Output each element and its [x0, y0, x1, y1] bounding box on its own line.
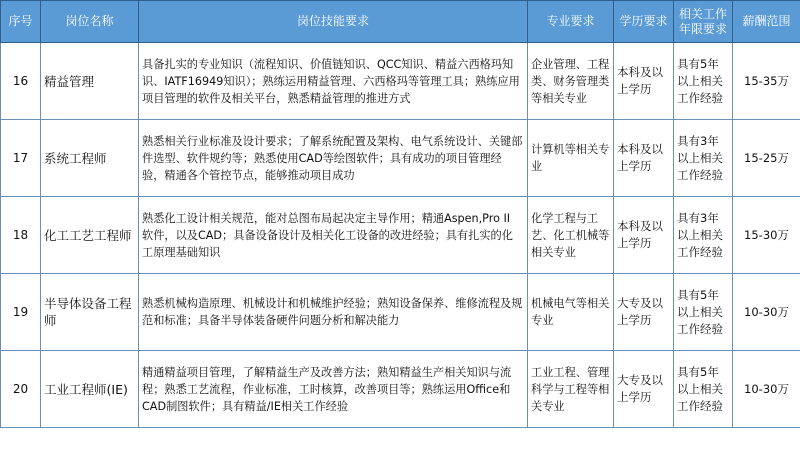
row-experience: 具有3年以上相关工作经验 — [674, 197, 733, 274]
table-row — [1, 120, 800, 197]
row-title: 系统工程师 — [41, 120, 139, 197]
row-no: 18 — [1, 197, 41, 274]
header-title: 岗位名称 — [41, 1, 139, 43]
row-major: 工业工程、管理科学与工程等相关专业 — [528, 351, 614, 428]
header-salary: 薪酬范围 — [733, 1, 800, 43]
table-row — [1, 351, 800, 428]
row-salary: 15-30万 — [733, 197, 800, 274]
row-experience: 具有5年以上相关工作经验 — [674, 351, 733, 428]
row-education: 本科及以上学历 — [614, 120, 674, 197]
row-experience: 具有5年以上相关工作经验 — [674, 274, 733, 351]
table-row — [1, 197, 800, 274]
row-major: 计算机等相关专业 — [528, 120, 614, 197]
row-salary: 10-30万 — [733, 274, 800, 351]
row-experience: 具有3年以上相关工作经验 — [674, 120, 733, 197]
row-skills: 熟悉相关行业标准及设计要求；了解系统配置及架构、电气系统设计、关键部件选型、软件规约等；熟悉使用CAD等绘图软件；具有成功的项目管理经验，精通各个管控节点，能够推动项目成功 — [139, 120, 528, 197]
row-experience: 具有5年以上相关工作经验 — [674, 43, 733, 120]
row-salary: 15-35万 — [733, 43, 800, 120]
row-major: 机械电气等相关专业 — [528, 274, 614, 351]
table-header-row — [1, 1, 800, 43]
row-title: 工业工程师(IE) — [41, 351, 139, 428]
row-no: 17 — [1, 120, 41, 197]
row-no: 16 — [1, 43, 41, 120]
row-skills: 熟悉机械构造原理、机械设计和机械维护经验；熟知设备保养、维修流程及规范和标准；具备半导体装备硬件问题分析和解决能力 — [139, 274, 528, 351]
row-no: 19 — [1, 274, 41, 351]
row-education: 本科及以上学历 — [614, 197, 674, 274]
row-title: 半导体设备工程师 — [41, 274, 139, 351]
row-salary: 15-25万 — [733, 120, 800, 197]
row-skills: 熟悉化工设计相关规范，能对总图布局起决定主导作用；精通Aspen,Pro II 软件，以及CAD；具备设备设计及相关化工设备的改进经验；具有扎实的化工原理基础知识 — [139, 197, 528, 274]
row-major: 化学工程与工艺、化工机械等相关专业 — [528, 197, 614, 274]
header-education: 学历要求 — [614, 1, 674, 43]
row-education: 大专及以上学历 — [614, 351, 674, 428]
row-major: 企业管理、工程类、财务管理类等相关专业 — [528, 43, 614, 120]
row-title: 化工工艺工程师 — [41, 197, 139, 274]
header-skills: 岗位技能要求 — [139, 1, 528, 43]
row-skills: 精通精益项目管理，了解精益生产及改善方法；熟知精益生产相关知识与流程；熟悉工艺流程，作业标准，工时核算，改善项目等；熟练运用Office和CAD制图软件；具有精益/IE相关工作经验 — [139, 351, 528, 428]
table-row — [1, 274, 800, 351]
row-title: 精益管理 — [41, 43, 139, 120]
row-education: 本科及以上学历 — [614, 43, 674, 120]
row-education: 大专及以上学历 — [614, 274, 674, 351]
header-major: 专业要求 — [528, 1, 614, 43]
header-experience: 相关工作年限要求 — [674, 1, 733, 43]
row-skills: 具备扎实的专业知识（流程知识、价值链知识、QCC知识、精益六西格玛知识、IATF16949知识）；熟练运用精益管理、六西格玛等管理工具；熟练应用项目管理的软件及相关平台，熟悉精益管理的推进方式 — [139, 43, 528, 120]
table-row — [1, 43, 800, 120]
row-salary: 10-30万 — [733, 351, 800, 428]
header-no: 序号 — [1, 1, 41, 43]
row-no: 20 — [1, 351, 41, 428]
